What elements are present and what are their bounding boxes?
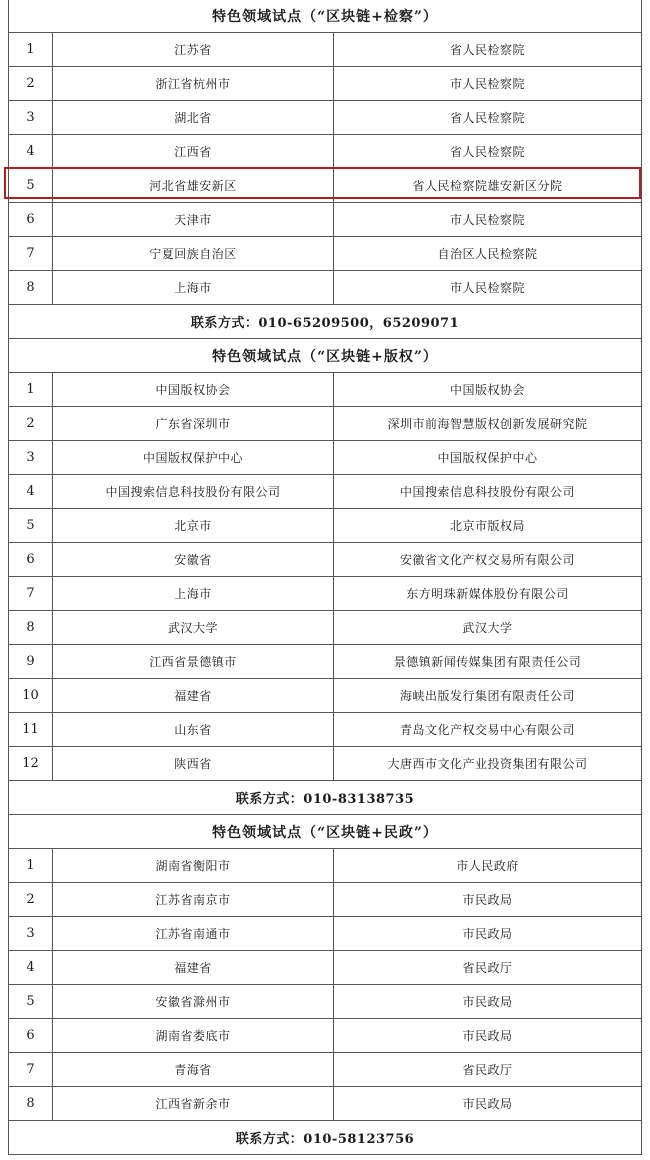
row-organization: 市民政局 (334, 917, 642, 951)
table-row (9, 271, 642, 305)
row-organization: 东方明珠新媒体股份有限公司 (334, 577, 642, 611)
row-region: 湖南省娄底市 (53, 1019, 334, 1053)
row-region: 中国版权协会 (53, 373, 334, 407)
section-title: 特色领域试点（“区块链+版权”） (9, 339, 642, 373)
row-region: 广东省深圳市 (53, 407, 334, 441)
row-region: 宁夏回族自治区 (53, 237, 334, 271)
row-number: 12 (9, 747, 53, 781)
section-title: 特色领域试点（“区块链+民政”） (9, 815, 642, 849)
section-title-row (9, 339, 642, 373)
row-region: 河北省雄安新区 (53, 169, 334, 203)
table-row (9, 543, 642, 577)
row-number: 8 (9, 611, 53, 645)
row-region: 浙江省杭州市 (53, 67, 334, 101)
row-number: 7 (9, 237, 53, 271)
row-organization: 市人民检察院 (334, 271, 642, 305)
row-organization: 省民政厅 (334, 1053, 642, 1087)
row-region: 江苏省南通市 (53, 917, 334, 951)
table-row (9, 747, 642, 781)
row-number: 5 (9, 985, 53, 1019)
table-row (9, 1019, 642, 1053)
table-row (9, 135, 642, 169)
table-row (9, 33, 642, 67)
row-region: 江西省 (53, 135, 334, 169)
table-row (9, 1053, 642, 1087)
section-title-row (9, 815, 642, 849)
row-region: 青海省 (53, 1053, 334, 1087)
table-row (9, 611, 642, 645)
contact-row (9, 305, 642, 339)
table-row (9, 985, 642, 1019)
row-region: 中国搜索信息科技股份有限公司 (53, 475, 334, 509)
pilot-table (8, 0, 642, 1155)
table-row-highlighted (9, 169, 642, 203)
row-number: 5 (9, 509, 53, 543)
table-row (9, 203, 642, 237)
row-number: 6 (9, 1019, 53, 1053)
contact-info: 联系方式：010-83138735 (9, 781, 642, 815)
table-row (9, 849, 642, 883)
table-row (9, 713, 642, 747)
row-organization: 市民政局 (334, 985, 642, 1019)
row-number: 10 (9, 679, 53, 713)
row-organization: 景德镇新闻传媒集团有限责任公司 (334, 645, 642, 679)
row-region: 江苏省南京市 (53, 883, 334, 917)
table-row (9, 679, 642, 713)
row-number: 2 (9, 883, 53, 917)
row-region: 陕西省 (53, 747, 334, 781)
row-region: 江西省新余市 (53, 1087, 334, 1121)
row-organization: 市民政局 (334, 883, 642, 917)
row-number: 8 (9, 271, 53, 305)
table-row (9, 441, 642, 475)
table-row (9, 577, 642, 611)
row-organization: 自治区人民检察院 (334, 237, 642, 271)
table-row (9, 1087, 642, 1121)
pilot-table-body (9, 0, 642, 1155)
row-organization: 青岛文化产权交易中心有限公司 (334, 713, 642, 747)
row-region: 湖北省 (53, 101, 334, 135)
table-row (9, 509, 642, 543)
row-organization: 北京市版权局 (334, 509, 642, 543)
row-number: 7 (9, 577, 53, 611)
row-region: 上海市 (53, 577, 334, 611)
row-region: 湖南省衡阳市 (53, 849, 334, 883)
row-number: 8 (9, 1087, 53, 1121)
table-row (9, 101, 642, 135)
row-organization: 省人民检察院 (334, 135, 642, 169)
row-region: 北京市 (53, 509, 334, 543)
row-number: 11 (9, 713, 53, 747)
row-number: 4 (9, 135, 53, 169)
table-row (9, 373, 642, 407)
row-organization: 中国版权协会 (334, 373, 642, 407)
row-organization: 市民政局 (334, 1019, 642, 1053)
row-organization: 市人民检察院 (334, 203, 642, 237)
row-number: 2 (9, 407, 53, 441)
row-organization: 武汉大学 (334, 611, 642, 645)
row-organization: 市人民政府 (334, 849, 642, 883)
table-row (9, 645, 642, 679)
row-organization: 中国搜索信息科技股份有限公司 (334, 475, 642, 509)
row-number: 3 (9, 441, 53, 475)
row-number: 2 (9, 67, 53, 101)
table-row (9, 475, 642, 509)
row-organization: 市人民检察院 (334, 67, 642, 101)
row-organization: 安徽省文化产权交易所有限公司 (334, 543, 642, 577)
row-number: 1 (9, 373, 53, 407)
row-region: 安徽省 (53, 543, 334, 577)
contact-info: 联系方式：010-58123756 (9, 1121, 642, 1155)
row-organization: 市民政局 (334, 1087, 642, 1121)
row-region: 安徽省滁州市 (53, 985, 334, 1019)
row-region: 福建省 (53, 951, 334, 985)
row-number: 4 (9, 475, 53, 509)
row-region: 中国版权保护中心 (53, 441, 334, 475)
row-number: 7 (9, 1053, 53, 1087)
contact-row (9, 1121, 642, 1155)
row-region: 上海市 (53, 271, 334, 305)
table-row (9, 67, 642, 101)
table-row (9, 237, 642, 271)
row-organization: 省人民检察院雄安新区分院 (334, 169, 642, 203)
table-row (9, 917, 642, 951)
contact-info: 联系方式：010-65209500，65209071 (9, 305, 642, 339)
row-region: 武汉大学 (53, 611, 334, 645)
table-row (9, 883, 642, 917)
row-organization: 深圳市前海智慧版权创新发展研究院 (334, 407, 642, 441)
row-number: 3 (9, 101, 53, 135)
row-number: 9 (9, 645, 53, 679)
row-organization: 大唐西市文化产业投资集团有限公司 (334, 747, 642, 781)
section-title-row (9, 0, 642, 33)
row-region: 福建省 (53, 679, 334, 713)
row-number: 6 (9, 543, 53, 577)
row-organization: 中国版权保护中心 (334, 441, 642, 475)
row-number: 6 (9, 203, 53, 237)
row-organization: 省民政厅 (334, 951, 642, 985)
row-number: 1 (9, 849, 53, 883)
row-organization: 海峡出版发行集团有限责任公司 (334, 679, 642, 713)
row-region: 天津市 (53, 203, 334, 237)
row-organization: 省人民检察院 (334, 33, 642, 67)
pilot-list-document (8, 0, 641, 1155)
row-region: 山东省 (53, 713, 334, 747)
row-region: 江西省景德镇市 (53, 645, 334, 679)
row-organization: 省人民检察院 (334, 101, 642, 135)
row-number: 5 (9, 169, 53, 203)
section-title: 特色领域试点（“区块链+检察”） (9, 0, 642, 33)
contact-row (9, 781, 642, 815)
row-region: 江苏省 (53, 33, 334, 67)
row-number: 3 (9, 917, 53, 951)
table-row (9, 407, 642, 441)
row-number: 1 (9, 33, 53, 67)
table-row (9, 951, 642, 985)
row-number: 4 (9, 951, 53, 985)
